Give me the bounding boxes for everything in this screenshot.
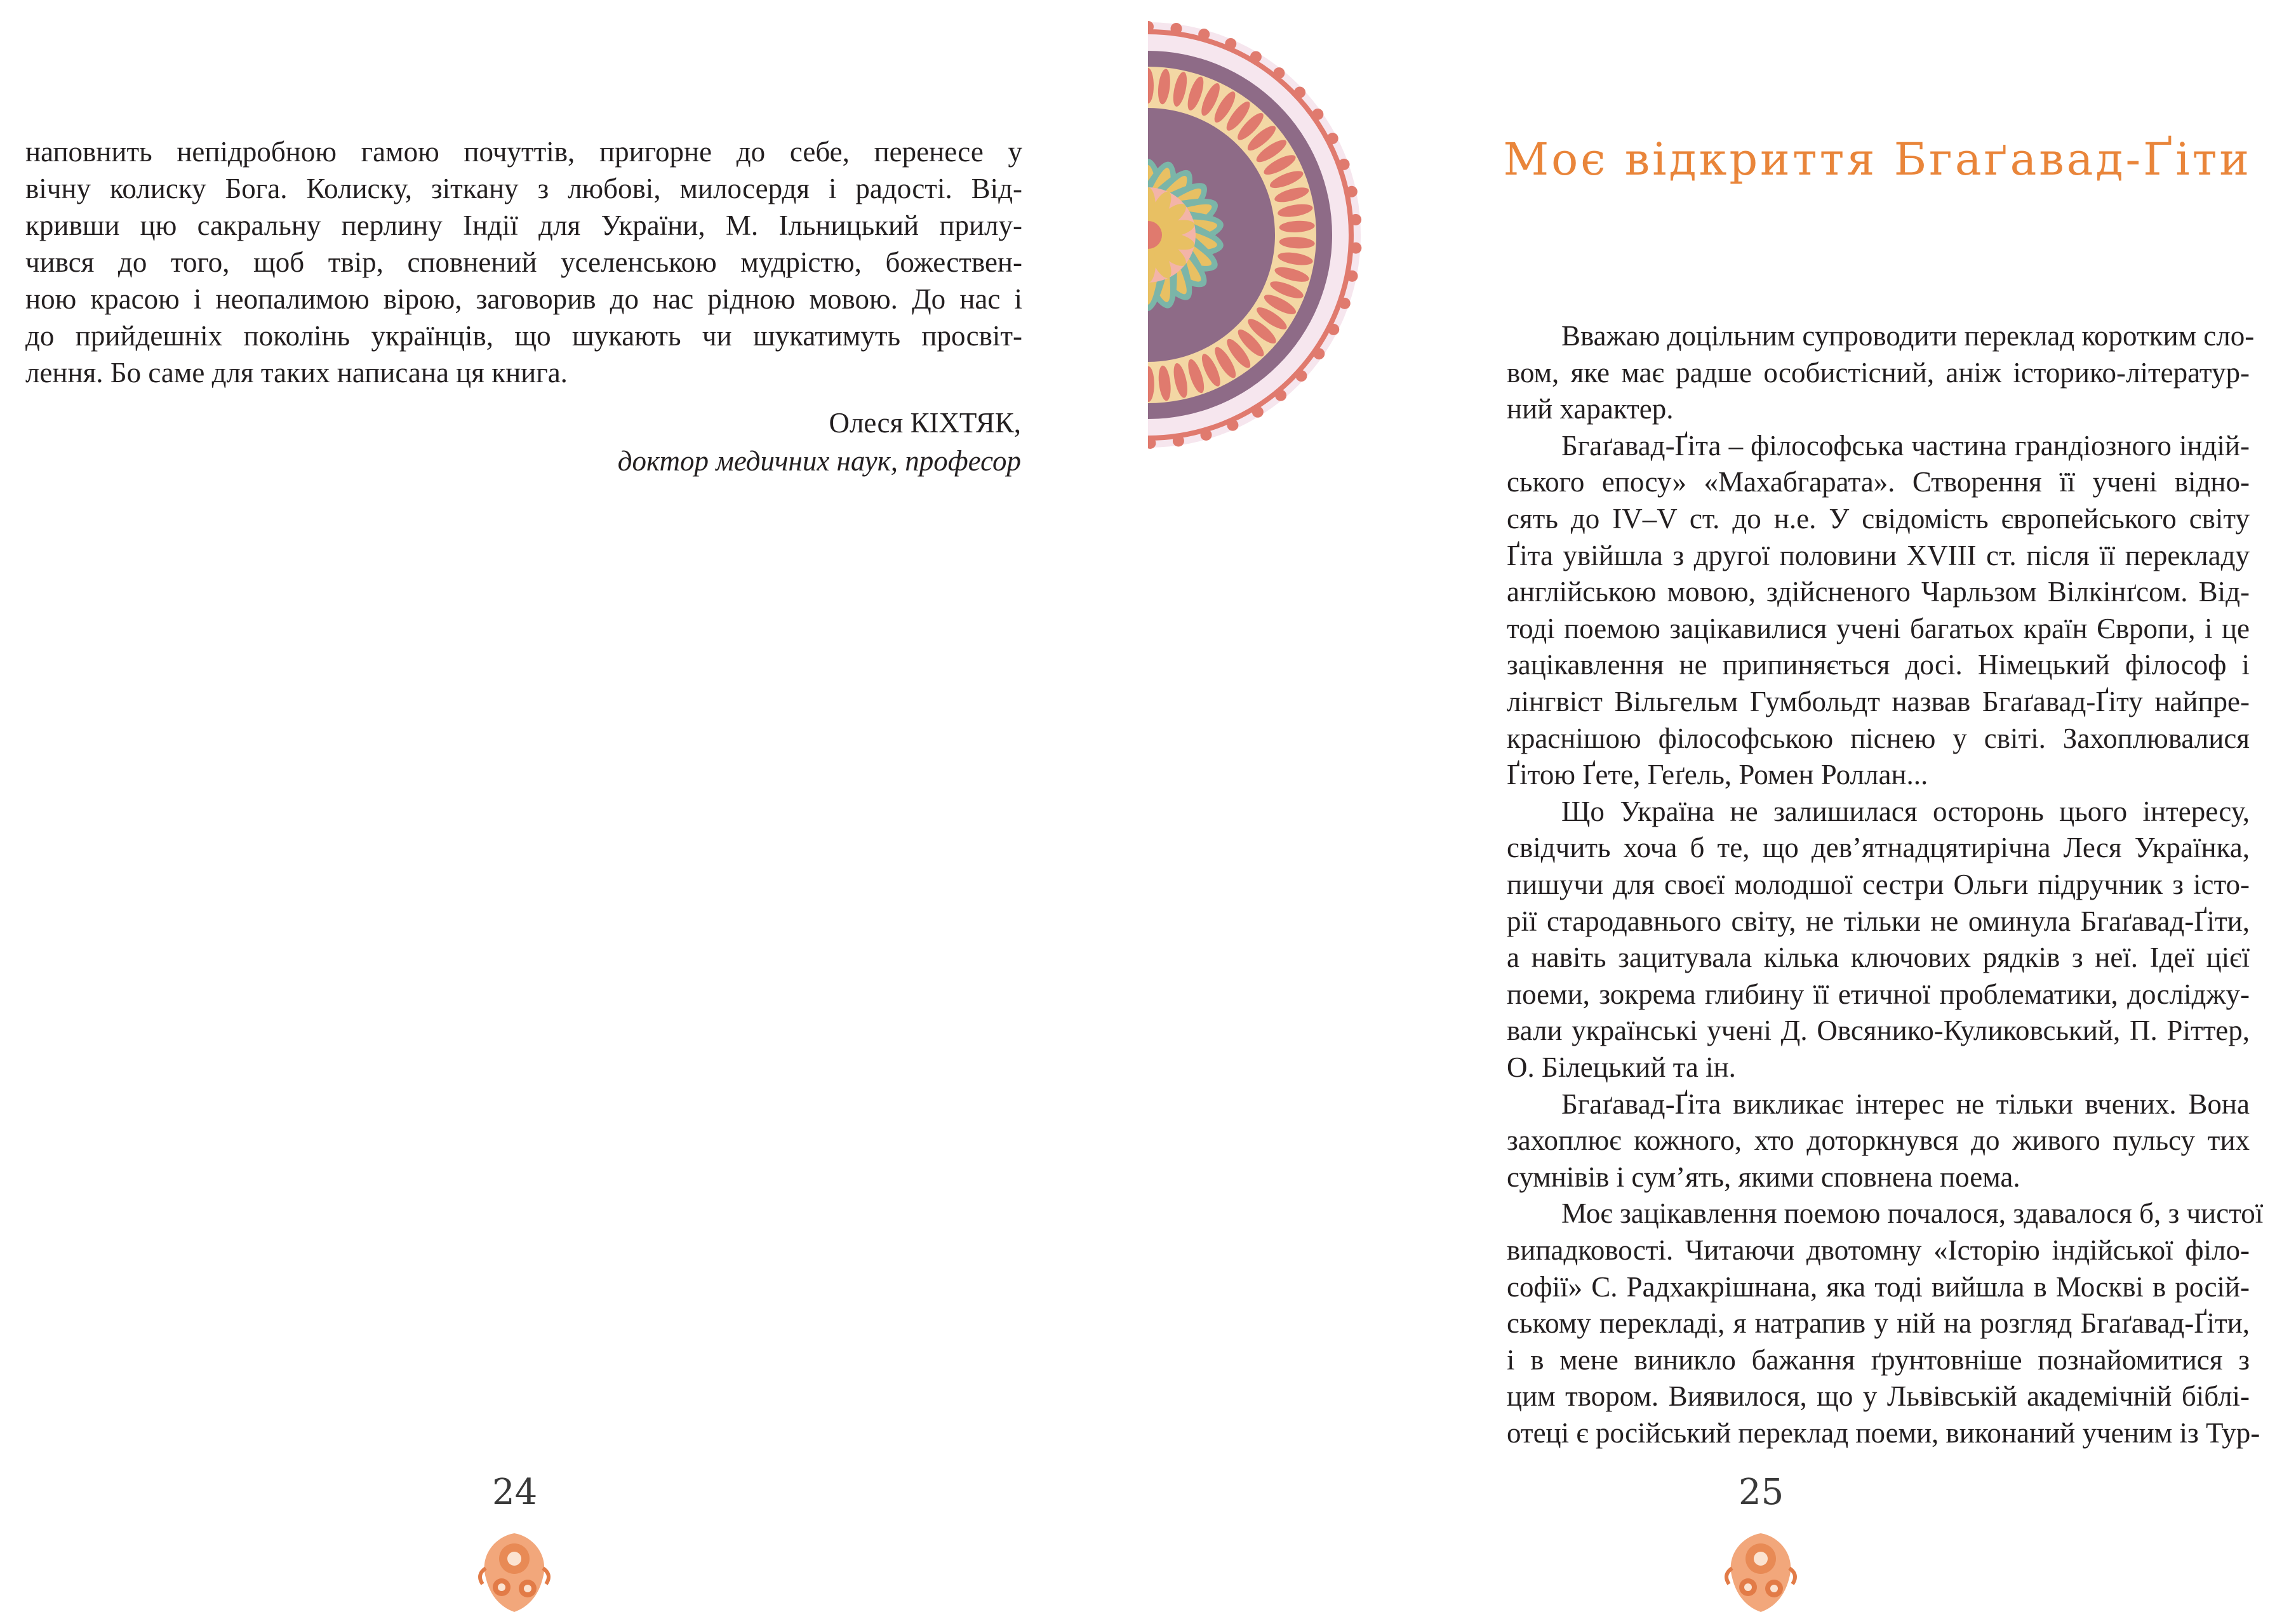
text-line: цим твором. Виявилося, що у Львівській академічній біблі-: [1507, 1380, 2250, 1413]
text-line: пишучи для своєї молодшої сестри Ольги підручник з істо-: [1507, 869, 2250, 900]
text-line: Бгаґавад-Ґіта – філософська частина грандіозного індій-: [1561, 429, 2250, 462]
text-line: Що Україна не залишилася осторонь цього інтересу,: [1561, 795, 2250, 827]
text-line: поеми, зокрема глибину її етичної проблематики, досліджу-: [1507, 978, 2250, 1010]
text-line: англійською мовою, здійсненого Чарльзом Вілкінґсом. Від-: [1507, 576, 2250, 608]
text-line: ною красою і неопалимою вірою, заговорив до нас рідною мовою. До нас і: [25, 283, 1022, 315]
text-line: О. Білецький та ін.: [1507, 1051, 1736, 1083]
signature-name: Олеся КІХТЯК,: [829, 407, 1021, 439]
text-line: кривши цю сакральну перлину Індії для України, М. Ільницький прилу-: [25, 210, 1022, 241]
text-line: зацікавлення не припиняється досі. Німецький філософ і: [1507, 649, 2250, 681]
text-line: наповнить непідробною гамою почуттів, пригорне до себе, перенесе у: [25, 136, 1022, 168]
text-line: а навіть зацитувала кілька ключових рядків з неї. Ідеї цієї: [1507, 942, 2250, 974]
right-page: [1148, 0, 2296, 1612]
text-line: чився до того, щоб твір, сповнений уселенською мудрістю, божествен-: [25, 246, 1022, 278]
text-line: до прийдешніх поколінь українців, що шукають чи шукатимуть просвіт-: [25, 320, 1022, 352]
text-line: сять до IV–V ст. до н.е. У свідомість європейського світу: [1507, 503, 2250, 535]
text-line: Ґітою Ґете, Геґель, Ромен Роллан...: [1507, 759, 1928, 791]
text-line: і в мене виникло бажання ґрунтовніше познайомитися з: [1507, 1343, 2250, 1376]
text-line: ний характер.: [1507, 393, 1674, 425]
chapter-title: Моє відкриття Бгаґавад-Ґіти: [1503, 133, 2252, 185]
text-line: ського епосу» «Махабгарата». Створення її учені відно-: [1507, 466, 2250, 498]
text-line: вічну колиску Бога. Колиску, зіткану з любові, милосердя і радості. Від-: [25, 173, 1022, 204]
text-line: вали українські учені Д. Овсянико-Куликовський, П. Ріттер,: [1507, 1015, 2250, 1047]
text-line: софії» С. Радхакрішнана, яка тоді вийшла в Москві в росій-: [1507, 1270, 2250, 1303]
text-line: захоплює кожного, хто доторкнувся до живого пульсу тих: [1507, 1124, 2250, 1157]
text-line: отеці є російський переклад поеми, виконаний ученим із Тур-: [1507, 1417, 2260, 1449]
text-line: вом, яке має радше особистісний, аніж історико-літератур-: [1507, 356, 2250, 389]
text-line: Бгаґавад-Ґіта викликає інтерес не тільки вчених. Вона: [1561, 1088, 2250, 1120]
page-number-left: 24: [492, 1472, 538, 1513]
text-line: Ґіта увійшла з другої половини XVIII ст. після її перекладу: [1507, 539, 2250, 571]
text-line: сумнівів і сум’ять, якими сповнена поема.: [1507, 1161, 2020, 1193]
text-line: краснішою філософською піснею у світі. Захоплювалися: [1507, 722, 2250, 754]
text-line: тоді поемою зацікавилися учені багатьох країн Європи, і це: [1507, 612, 2250, 644]
text-line: рії стародавнього світу, не тільки не оминула Бгаґавад-Ґіти,: [1507, 905, 2250, 937]
text-line: Вважаю доцільним супроводити переклад коротким сло-: [1561, 320, 2255, 352]
paisley-ornament-right: [1719, 1530, 1802, 1612]
text-line: Моє зацікавлення поемою почалося, здавалося б, з чистої: [1561, 1197, 2264, 1230]
text-line: випадковості. Читаючи двотомну «Історію індійської філо-: [1507, 1234, 2250, 1266]
text-line: лінгвіст Вільгельм Гумбольдт назвав Бгаґавад-Ґіту найпре-: [1507, 686, 2250, 717]
signature-title: доктор медичних наук, професор: [617, 445, 1021, 477]
text-line: лення. Бо саме для таких написана ця книга.: [25, 357, 568, 389]
page-number-right: 25: [1739, 1472, 1784, 1513]
text-line: ському перекладі, я натрапив у ній на розгляд Бгаґавад-Ґіти,: [1507, 1307, 2250, 1340]
paisley-ornament-left: [473, 1530, 556, 1612]
text-line: свідчить хоча б те, що дев’ятнадцятирічна Леся Українка,: [1507, 832, 2250, 864]
mandala-ornament: [1148, 19, 1402, 451]
